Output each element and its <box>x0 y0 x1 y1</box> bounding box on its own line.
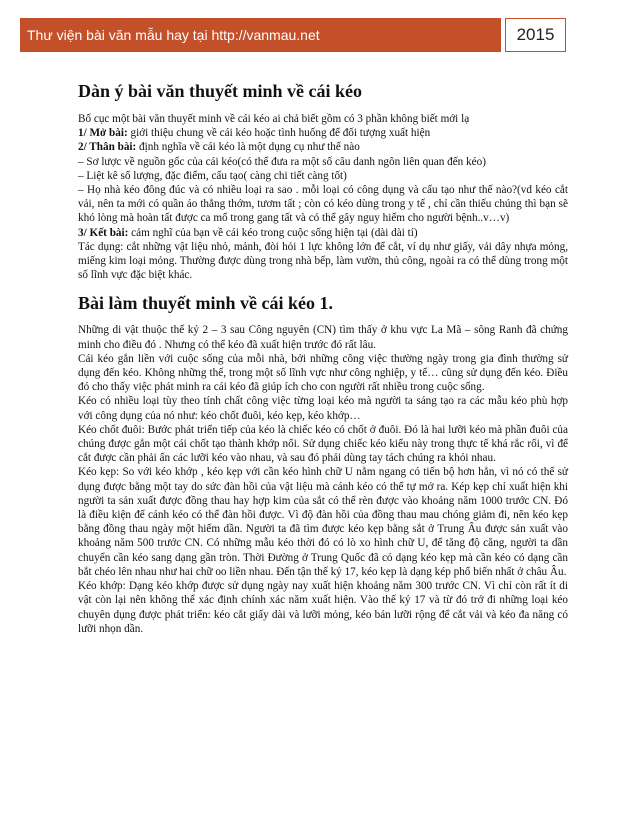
part1-text: giới thiệu chung về cái kéo hoặc tình huống để đối tượng xuất hiện <box>127 127 431 140</box>
outline-title: Dàn ý bài văn thuyết minh về cái kéo <box>78 81 363 101</box>
outline-line: – Sơ lược về nguồn gốc của cái kéo(có thể đưa ra một số câu danh ngôn liên quan đến kéo) <box>78 155 486 168</box>
outline-part3 <box>78 226 568 240</box>
part2-text: định nghĩa về cái kéo là một dụng cụ như thế nào <box>136 141 360 154</box>
header-year: 2015 <box>505 18 566 52</box>
page-header <box>20 18 566 52</box>
outline-intro: Bố cục một bài văn thuyết minh về cái kéo ai chả biết gồm có 3 phần không biết mới lạ <box>78 113 470 125</box>
part3-label: 3/ Kết bài: <box>78 226 129 239</box>
outline-effects: Tác dụng: cắt những vật liệu nhỏ, mảnh, đòi hỏi 1 lực không lớn để cắt, ví dụ như giấy, vải dây nhựa mỏng, miếng kim loại mỏng. Thường được dùng trong nhà bếp, làm vườn, thủ công, ngoài ra có thể dùng trong một số lĩnh vực đặc biệt khác. <box>78 240 568 282</box>
essay-section <box>78 323 568 635</box>
part1-label: 1/ Mở bài: <box>78 127 128 140</box>
outline-section <box>78 112 568 282</box>
part2-label: 2/ Thân bài: <box>78 141 137 154</box>
outline-line: – Liệt kê số lượng, đặc điểm, cấu tạo( càng chi tiết càng tốt) <box>78 169 347 182</box>
essay-paragraph: Kéo chốt đuôi: Bước phát triển tiếp của kéo là chiếc kéo có chốt ở đuôi. Đó là hai lưỡi kéo mà phần đuôi của chúng được gắn một cái chốt tạo thành khớp nối. Sử dụng chiếc kéo kiểu này trong thực tế khá rắc rối, vì để cắt được cần phải ấn các lưỡi kéo vào nhau, và sau đó phải dùng tay tách chúng ra khỏi nhau. <box>78 423 568 465</box>
essay-paragraph: Cái kéo gắn liền với cuộc sống của mỗi nhà, bởi những công việc thường ngày trong gia đình thường sử dụng đến kéo. Không những thế, trong một số lĩnh vực như công nghiệp, y tế… cũng sử dụng đến kéo. Điều đó cho thấy việc phát minh ra cái kéo đã giúp ích cho con người rất nhiều trong cuộc sống. <box>78 352 568 394</box>
header-title: Thư viện bài văn mẫu hay tại http://vanmau.net <box>20 18 501 52</box>
outline-part2 <box>78 140 568 154</box>
outline-line: – Họ nhà kéo đông đúc và có nhiều loại ra sao . mỗi loại có công dụng và cấu tạo như thế nào?(vd kéo cắt vải, nên ta mới có quần áo thẳng thớm, tươm tất ; còn có kéo dùng trong y tế , chỉ cần thiếu chúng thì bạn sẽ khó lòng mà hoàn tất được ca mổ trong gang tất và có thể gây nguy hiểm cho người bệnh..v…v) <box>78 184 568 225</box>
essay-paragraph: Kéo khớp: Dạng kéo khớp được sử dụng ngày nay xuất hiện khoảng năm 300 trước CN. Vì chỉ còn rất ít di vật còn lại nên không thể xác định chính xác năm xuất hiện. Vào thế kỷ 17 và từ đó trở đi những loại kéo chuyên dụng được phát triển: kéo cắt giấy dài và lưỡi mỏng, kéo bán lưỡi rộng để cắt vải và kéo đa năng có lưỡi nhọn dần. <box>78 580 568 635</box>
essay-paragraph: Kéo có nhiều loại tùy theo tính chất công việc từng loại kéo mà người ta sáng tạo ra các mẫu kéo phù hợp với công dụng của nó như: kéo chốt đuôi, kéo kẹp, kéo khớp… <box>78 395 568 422</box>
essay-paragraph: Kéo kẹp: So với kéo khớp , kéo kẹp với cần kéo hình chữ U nằm ngang có tiến bộ hơn hẳn, vì nó có thể sử dụng được bằng một tay do sức đàn hồi của vật liệu mà cánh kéo có thể tự mở ra. Kép kẹp chỉ xuất hiện khi người ta sản xuất được đồng thau hay hợp kim của sắt có thể rèn được vào khoảng năm 1000 trước CN. Đó là điều kiện để cánh kéo có thể đàn hồi được. Vì độ đàn hồi của đồng thau mau chóng giảm đi, nên kéo kẹp bằng đồng thau ngày một hiếm dần. Người ta đã tìm được kéo kẹp bằng sắt ở Trung Âu được sản xuất vào khoảng năm 500 trước CN. Có những mẫu kéo thời đó có lò xo hình chữ U, để tăng độ căng, người ta dần chuyển cần kéo sang dạng gần tròn. Thời Đường ở Trung Quốc đã có dạng kéo kẹp mà cần kéo có dạng cần bắt chéo lên nhau như hai chữ oo liền nhau. Đến tận thế kỷ 17, kéo kẹp là dạng kép phổ biến nhất ở châu Âu. <box>78 466 568 578</box>
essay-paragraph: Những di vật thuộc thế kỷ 2 – 3 sau Công nguyên (CN) tìm thấy ở khu vực La Mã – sông Ranh đã chứng minh cho điều đó . Nhưng có thể kéo đã xuất hiện trước đó rất lâu. <box>78 324 568 351</box>
part3-text: cảm nghĩ của bạn về cái kéo trong cuộc sống hiện tại (dài dài tí) <box>128 226 418 239</box>
essay-title: Bài làm thuyết minh về cái kéo 1. <box>78 293 333 314</box>
outline-part1 <box>78 126 568 140</box>
document-body <box>78 70 568 636</box>
